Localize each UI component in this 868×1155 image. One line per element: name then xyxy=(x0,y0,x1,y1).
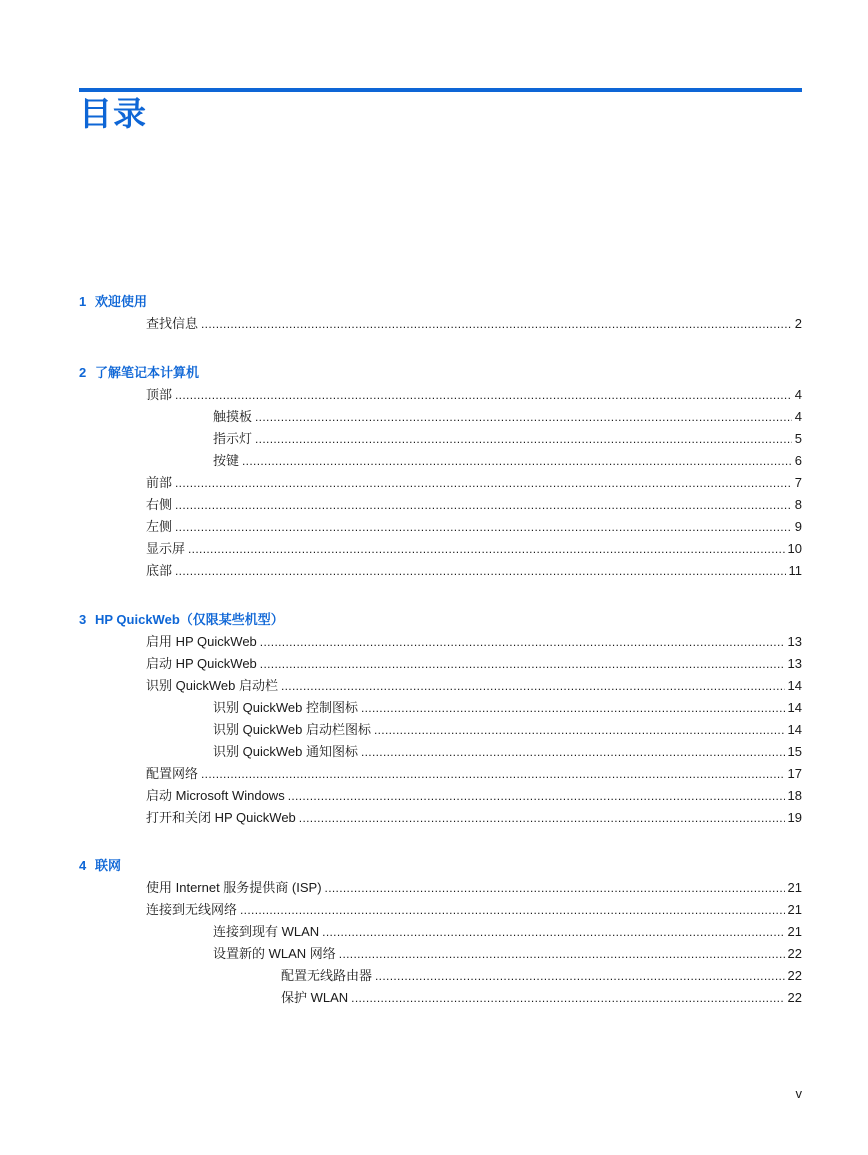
toc-entry-page: 17 xyxy=(787,766,802,781)
dot-leader xyxy=(325,880,785,896)
toc-entry[interactable] xyxy=(213,744,802,760)
toc-entry-label: 配置无线路由器 xyxy=(281,968,373,983)
toc-entry[interactable] xyxy=(146,634,802,650)
chapter-number: 3 xyxy=(79,612,87,627)
chapter-number: 4 xyxy=(79,858,87,873)
toc-entry-label: 连接到现有 WLAN xyxy=(213,924,320,939)
toc-entry-page: 5 xyxy=(794,431,802,446)
dot-leader xyxy=(242,453,792,469)
dot-leader xyxy=(260,634,785,650)
toc-entry[interactable] xyxy=(281,990,802,1006)
toc-entry-label: 打开和关闭 HP QuickWeb xyxy=(146,810,296,825)
toc-entry[interactable] xyxy=(146,788,802,804)
toc-entry-page: 22 xyxy=(787,946,802,961)
dot-leader xyxy=(299,810,785,826)
toc-entry-label: 前部 xyxy=(146,475,173,490)
toc-entry-page: 11 xyxy=(788,563,802,578)
toc-entry-label: 识别 QuickWeb 控制图标 xyxy=(213,700,358,715)
dot-leader xyxy=(175,563,785,579)
toc-entry[interactable] xyxy=(213,700,802,716)
toc-entry-label: 右侧 xyxy=(146,497,173,512)
toc-entry[interactable] xyxy=(213,946,802,962)
chapter-number: 1 xyxy=(79,294,87,309)
dot-leader xyxy=(240,902,785,918)
dot-leader xyxy=(375,968,785,984)
toc-entry-label: 底部 xyxy=(146,563,173,578)
toc-entry-label: 触摸板 xyxy=(213,409,253,424)
chapter-title-text: HP QuickWeb（仅限某些机型） xyxy=(95,612,284,627)
toc-entry-page: 14 xyxy=(787,700,802,715)
toc-entry[interactable] xyxy=(213,722,802,738)
toc-entry-page: 22 xyxy=(787,990,802,1005)
toc-entry-page: 9 xyxy=(794,519,802,534)
toc-entry-label: 识别 QuickWeb 启动栏 xyxy=(146,678,278,693)
page-title: 目录 xyxy=(79,95,147,132)
chapter-title[interactable] xyxy=(79,612,284,628)
dot-leader xyxy=(339,946,785,962)
toc-entry[interactable] xyxy=(213,924,802,940)
chapter-title-text: 欢迎使用 xyxy=(95,294,148,309)
toc-entry[interactable] xyxy=(146,387,802,403)
chapter-number: 2 xyxy=(79,365,87,380)
toc-entry-label: 配置网络 xyxy=(146,766,199,781)
toc-entry[interactable] xyxy=(146,656,802,672)
dot-leader xyxy=(255,431,792,447)
dot-leader xyxy=(188,541,785,557)
toc-entry-page: 13 xyxy=(787,656,802,671)
toc-entry-page: 14 xyxy=(787,722,802,737)
dot-leader xyxy=(260,656,785,672)
toc-entry-page: 2 xyxy=(794,316,802,331)
dot-leader xyxy=(175,497,792,513)
toc-entry-page: 18 xyxy=(787,788,802,803)
toc-entry[interactable] xyxy=(213,431,802,447)
chapter-title-text: 联网 xyxy=(95,858,122,873)
toc-entry[interactable] xyxy=(281,968,802,984)
toc-entry-page: 7 xyxy=(794,475,802,490)
toc-entry-page: 4 xyxy=(794,409,802,424)
chapter-title[interactable] xyxy=(79,365,199,381)
dot-leader xyxy=(281,678,785,694)
dot-leader xyxy=(201,766,785,782)
toc-entry[interactable] xyxy=(146,880,802,896)
dot-leader xyxy=(351,990,784,1006)
toc-entry-page: 10 xyxy=(787,541,802,556)
toc-entry-label: 指示灯 xyxy=(213,431,253,446)
toc-entry[interactable] xyxy=(146,475,802,491)
toc-entry-page: 4 xyxy=(794,387,802,402)
toc-entry-label: 设置新的 WLAN 网络 xyxy=(213,946,336,961)
dot-leader xyxy=(374,722,785,738)
chapter-title[interactable] xyxy=(79,294,147,310)
dot-leader xyxy=(175,475,792,491)
toc-entry-page: 21 xyxy=(787,902,802,917)
dot-leader xyxy=(361,700,785,716)
toc-entry-label: 查找信息 xyxy=(146,316,199,331)
dot-leader xyxy=(361,744,785,760)
toc-entry-page: 15 xyxy=(787,744,802,759)
toc-entry-page: 21 xyxy=(787,924,802,939)
toc-entry-label: 左侧 xyxy=(146,519,173,534)
toc-entry-label: 启动 HP QuickWeb xyxy=(146,656,257,671)
toc-entry[interactable] xyxy=(146,902,802,918)
toc-entry-page: 8 xyxy=(794,497,802,512)
toc-entry-label: 识别 QuickWeb 启动栏图标 xyxy=(213,722,371,737)
toc-entry[interactable] xyxy=(213,409,802,425)
toc-entry-label: 显示屏 xyxy=(146,541,186,556)
dot-leader xyxy=(175,519,792,535)
toc-entry[interactable] xyxy=(146,316,802,332)
dot-leader xyxy=(201,316,792,332)
chapter-title[interactable] xyxy=(79,858,121,874)
dot-leader xyxy=(288,788,785,804)
dot-leader xyxy=(175,387,792,403)
toc-entry[interactable] xyxy=(146,541,802,557)
toc-entry[interactable] xyxy=(146,810,802,826)
toc-entry-label: 顶部 xyxy=(146,387,173,402)
toc-entry[interactable] xyxy=(146,766,802,782)
chapter-title-text: 了解笔记本计算机 xyxy=(95,365,200,380)
toc-entry-page: 22 xyxy=(787,968,802,983)
toc-entry[interactable] xyxy=(146,678,802,694)
toc-entry-label: 识别 QuickWeb 通知图标 xyxy=(213,744,358,759)
toc-entry-label: 保护 WLAN xyxy=(281,990,349,1005)
dot-leader xyxy=(255,409,792,425)
footer-page-number: v xyxy=(795,1086,802,1101)
title-rule xyxy=(79,88,802,92)
dot-leader xyxy=(322,924,784,940)
toc-entry-label: 连接到无线网络 xyxy=(146,902,238,917)
toc-entry-page: 21 xyxy=(787,880,802,895)
toc-entry-page: 19 xyxy=(787,810,802,825)
toc-entry[interactable] xyxy=(146,563,802,579)
toc-entry-page: 13 xyxy=(787,634,802,649)
toc-entry-label: 使用 Internet 服务提供商 (ISP) xyxy=(146,880,322,895)
toc-entry-page: 14 xyxy=(787,678,802,693)
toc-entry-label: 启动 Microsoft Windows xyxy=(146,788,285,803)
toc-entry-label: 按键 xyxy=(213,453,240,468)
toc-entry[interactable] xyxy=(213,453,802,469)
toc-entry[interactable] xyxy=(146,497,802,513)
toc-entry-page: 6 xyxy=(794,453,802,468)
toc-entry[interactable] xyxy=(146,519,802,535)
toc-entry-label: 启用 HP QuickWeb xyxy=(146,634,257,649)
